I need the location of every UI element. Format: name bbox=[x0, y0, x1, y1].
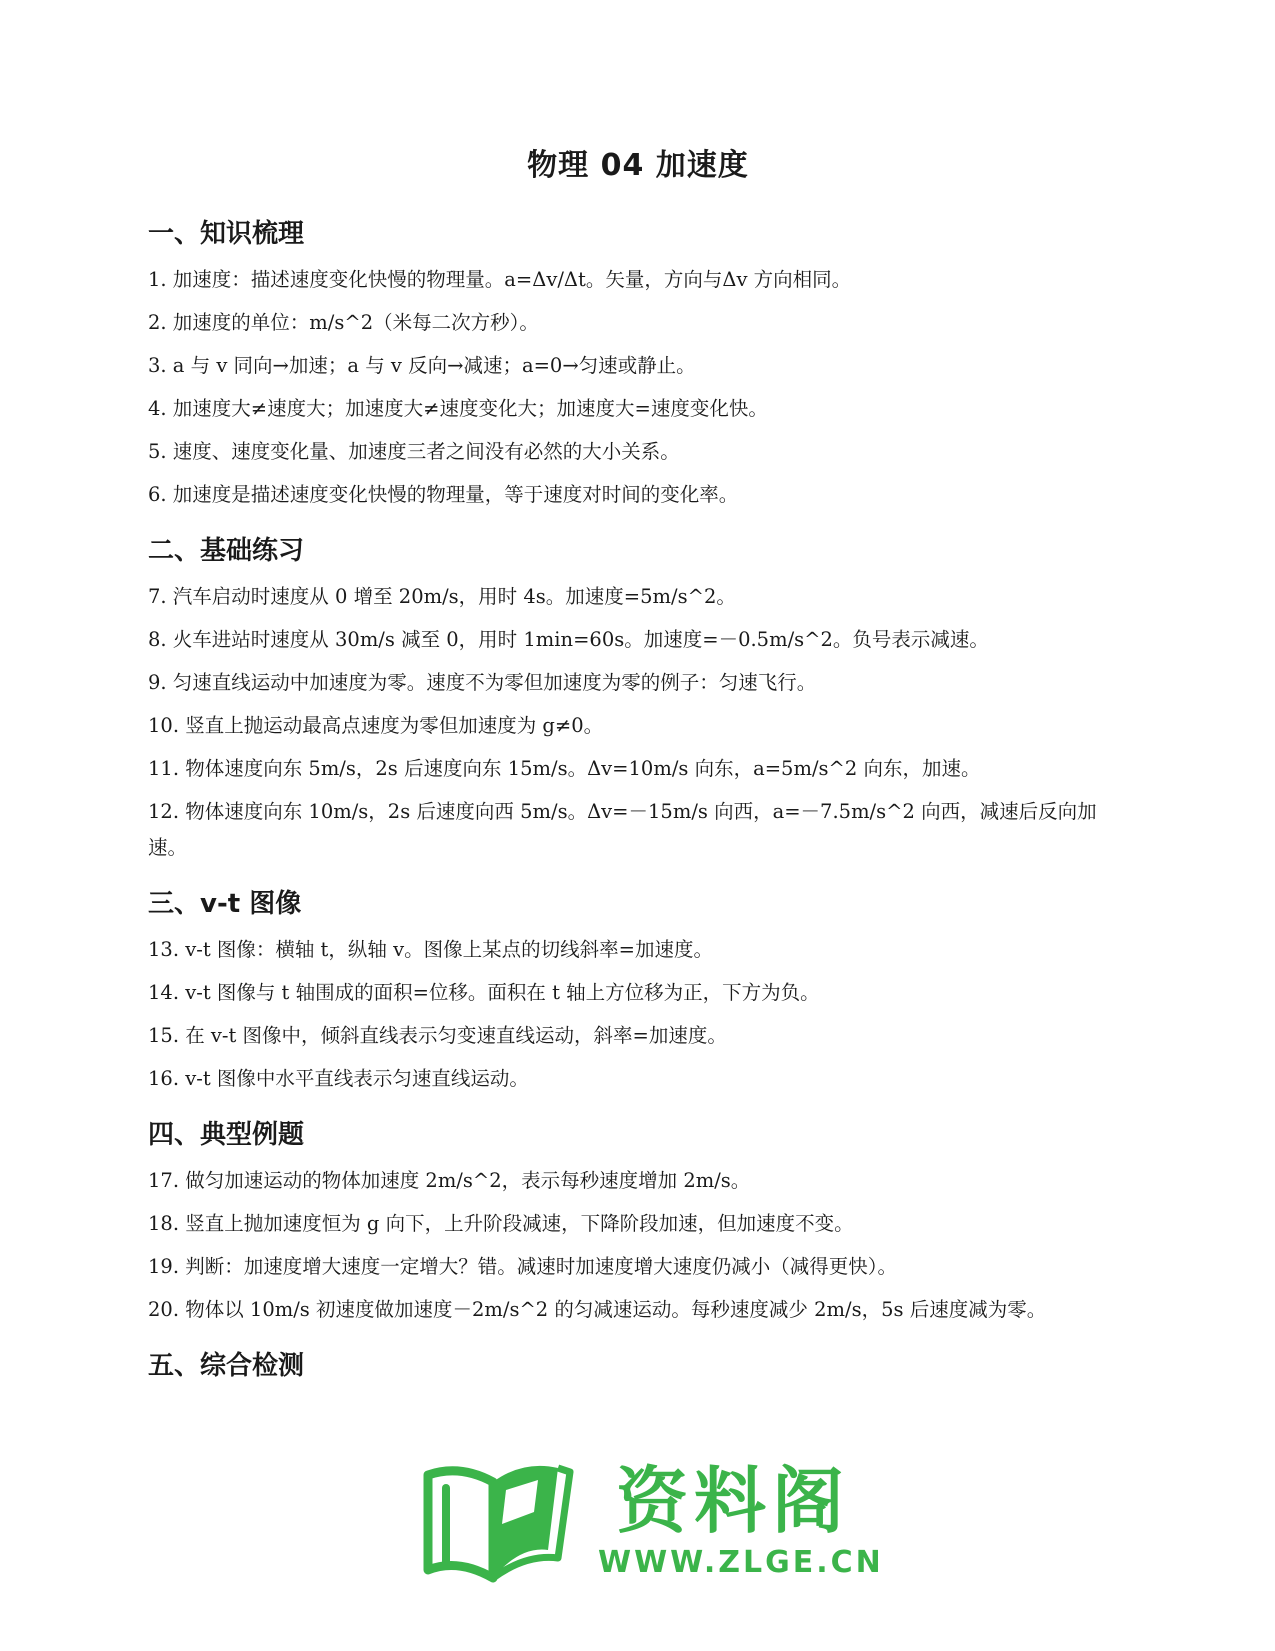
list-item: 13. v-t 图像：横轴 t，纵轴 v。图像上某点的切线斜率=加速度。 bbox=[148, 938, 713, 961]
section-heading: 二、基础练习 bbox=[148, 536, 305, 566]
list-item: 4. 加速度大≠速度大；加速度大≠速度变化大；加速度大=速度变化快。 bbox=[148, 397, 768, 420]
document-page bbox=[148, 140, 1128, 1404]
section-examples bbox=[148, 1115, 1128, 1328]
list-item: 12. 物体速度向东 10m/s，2s 后速度向西 5m/s。Δv=－15m/s 向西，a=－7.5m/s^2 向西，减速后反向加速。 bbox=[148, 800, 1097, 859]
section-heading: 五、综合检测 bbox=[148, 1351, 305, 1381]
section-heading: 一、知识梳理 bbox=[148, 219, 305, 249]
section-knowledge bbox=[148, 214, 1128, 513]
section-basic-practice bbox=[148, 531, 1128, 866]
list-item: 5. 速度、速度变化量、加速度三者之间没有必然的大小关系。 bbox=[148, 440, 680, 463]
list-item: 2. 加速度的单位：m/s^2（米每二次方秒）。 bbox=[148, 311, 539, 334]
list-item: 10. 竖直上抛运动最高点速度为零但加速度为 g≠0。 bbox=[148, 714, 604, 737]
list-item: 11. 物体速度向东 5m/s，2s 后速度向东 15m/s。Δv=10m/s 向东，a=5m/s^2 向东，加速。 bbox=[148, 757, 981, 780]
list-item: 15. 在 v-t 图像中，倾斜直线表示匀变速直线运动，斜率=加速度。 bbox=[148, 1024, 727, 1047]
list-item: 7. 汽车启动时速度从 0 增至 20m/s，用时 4s。加速度=5m/s^2。 bbox=[148, 585, 736, 608]
section-heading: 四、典型例题 bbox=[148, 1120, 305, 1150]
list-item: 6. 加速度是描述速度变化快慢的物理量，等于速度对时间的变化率。 bbox=[148, 483, 739, 506]
list-item: 3. a 与 v 同向→加速；a 与 v 反向→减速；a=0→匀速或静止。 bbox=[148, 354, 696, 377]
list-item: 14. v-t 图像与 t 轴围成的面积=位移。面积在 t 轴上方位移为正，下方为负。 bbox=[148, 981, 820, 1004]
list-item: 8. 火车进站时速度从 30m/s 减至 0，用时 1min=60s。加速度=－0.5m/s^2。负号表示减速。 bbox=[148, 628, 989, 651]
document-title: 物理 04 加速度 bbox=[527, 148, 749, 183]
watermark-brand-name: 资料阁 bbox=[615, 1459, 850, 1543]
watermark bbox=[398, 1450, 884, 1600]
open-book-logo-icon bbox=[398, 1450, 598, 1600]
watermark-text-block bbox=[598, 1458, 884, 1582]
list-item: 20. 物体以 10m/s 初速度做加速度－2m/s^2 的匀减速运动。每秒速度减少 2m/s，5s 后速度减为零。 bbox=[148, 1298, 1047, 1321]
list-item: 9. 匀速直线运动中加速度为零。速度不为零但加速度为零的例子：匀速飞行。 bbox=[148, 671, 817, 694]
list-item: 19. 判断：加速度增大速度一定增大？错。减速时加速度增大速度仍减小（减得更快）。 bbox=[148, 1255, 897, 1278]
watermark-url: WWW.ZLGE.CN bbox=[598, 1545, 884, 1580]
section-vt-graph bbox=[148, 884, 1128, 1097]
list-item: 1. 加速度：描述速度变化快慢的物理量。a=Δv/Δt。矢量，方向与Δv 方向相同。 bbox=[148, 268, 852, 291]
section-heading: 三、v-t 图像 bbox=[148, 889, 302, 919]
list-item: 16. v-t 图像中水平直线表示匀速直线运动。 bbox=[148, 1067, 529, 1090]
section-comprehensive-test bbox=[148, 1346, 1128, 1386]
list-item: 17. 做匀加速运动的物体加速度 2m/s^2，表示每秒速度增加 2m/s。 bbox=[148, 1169, 751, 1192]
list-item: 18. 竖直上抛加速度恒为 g 向下，上升阶段减速，下降阶段加速，但加速度不变。 bbox=[148, 1212, 854, 1235]
